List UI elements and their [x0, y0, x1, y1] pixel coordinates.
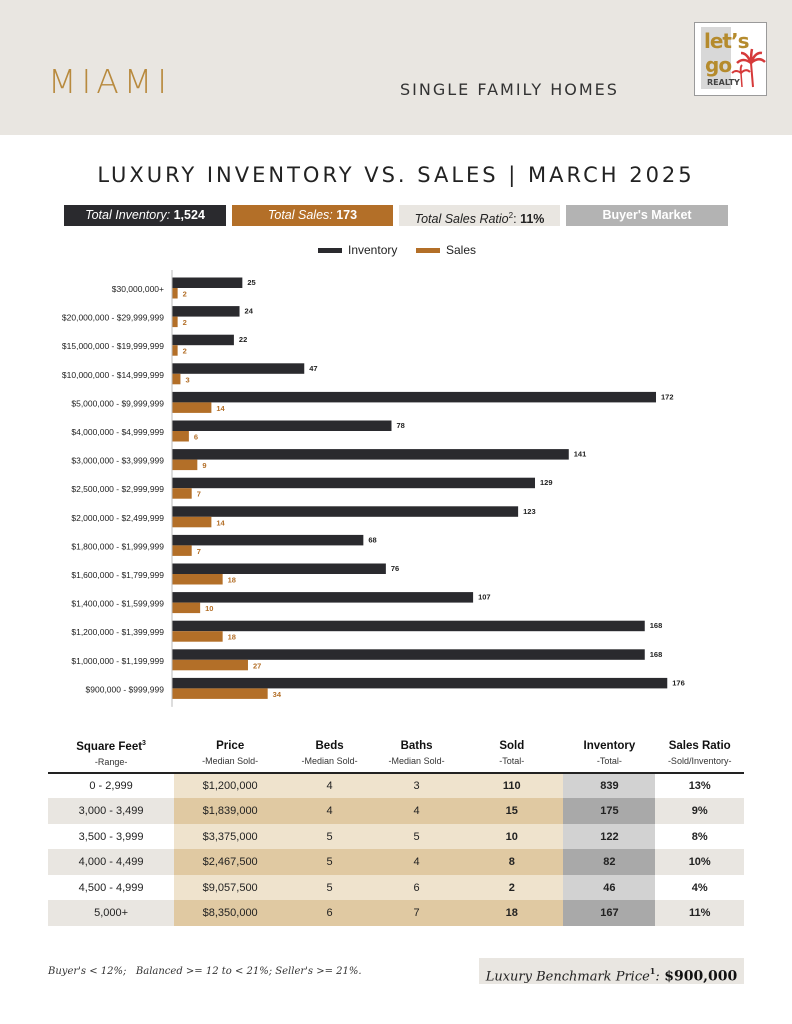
inventory-data-label: 107 [478, 592, 491, 602]
legend-inventory-swatch [318, 248, 342, 253]
baths-cell: 7 [373, 900, 460, 926]
inventory-bar [172, 535, 363, 546]
inventory-bar [172, 592, 473, 603]
sales-bar [172, 317, 178, 328]
inventory-cell: 122 [563, 824, 655, 850]
property-type-subtitle: SINGLE FAMILY HOMES [400, 80, 619, 99]
category-tick-label: $3,000,000 - $3,999,999 [71, 455, 164, 466]
ratio-colon: : [513, 212, 517, 227]
column-header [373, 738, 460, 773]
inventory-data-label: 168 [649, 649, 663, 659]
logo-text-go: go [705, 53, 732, 77]
sales-ratio-cell: 4% [655, 875, 744, 901]
price-cell: $2,467,500 [174, 849, 286, 875]
sales-data-label: 7 [196, 546, 201, 556]
total-sales-label: Total Sales: [267, 208, 333, 222]
sales-bar [172, 488, 192, 499]
baths-cell: 3 [373, 773, 460, 799]
table-header-row [48, 738, 744, 773]
sales-data-label: 2 [182, 289, 187, 299]
ratio-footnote-mark: 2 [508, 211, 514, 220]
category-tick-label: $2,000,000 - $2,499,999 [71, 512, 164, 523]
baths-cell: 5 [373, 824, 460, 850]
sales-data-label: 2 [182, 318, 187, 328]
total-sales-ratio-badge [399, 205, 560, 226]
inventory-bar [172, 506, 518, 517]
legend-sales [416, 243, 476, 257]
column-header [48, 738, 174, 773]
range-cell: 0 - 2,999 [48, 773, 174, 799]
benchmark-footnote-mark: 1 [649, 966, 656, 976]
column-header-footnote-mark: 3 [142, 740, 146, 747]
inventory-bar [172, 392, 656, 403]
column-header [460, 738, 563, 773]
category-tick-label: $30,000,000+ [111, 284, 164, 294]
inventory-bar [172, 621, 645, 632]
inventory-bar [172, 421, 391, 432]
sales-bar [172, 574, 223, 585]
category-tick-label: $4,000,000 - $4,999,999 [71, 427, 164, 437]
market-type-badge: Buyer's Market [566, 205, 728, 226]
size-breakdown-table [48, 738, 744, 926]
table-row [48, 773, 744, 799]
inventory-data-label: 172 [661, 392, 674, 402]
column-header-subtitle: -Median Sold- [202, 756, 259, 767]
sales-bar [172, 660, 248, 671]
sales-ratio-cell: 13% [655, 773, 744, 799]
sales-data-label: 14 [216, 403, 225, 413]
column-header-title: Inventory [583, 740, 636, 753]
table-row [48, 875, 744, 901]
category-tick-label: $20,000,000 - $29,999,999 [61, 312, 164, 323]
sold-cell: 8 [460, 849, 563, 875]
sales-ratio-cell: 11% [655, 900, 744, 926]
range-cell: 4,000 - 4,499 [48, 849, 174, 875]
inventory-cell: 167 [563, 900, 655, 926]
column-header-subtitle: -Total- [596, 756, 622, 767]
inventory-bar [172, 363, 304, 374]
inventory-data-label: 25 [247, 278, 256, 287]
table-row [48, 798, 744, 824]
column-header-subtitle: -Median Sold- [301, 756, 358, 767]
beds-cell: 4 [286, 798, 373, 824]
table-row [48, 849, 744, 875]
sales-data-label: 7 [196, 489, 201, 499]
column-header [174, 738, 286, 773]
inventory-bar [172, 449, 569, 460]
inventory-data-label: 78 [396, 421, 405, 430]
city-title: MIAMI [48, 62, 172, 101]
table-body [48, 773, 744, 926]
category-tick-label: $2,500,000 - $2,999,999 [71, 484, 164, 495]
sold-cell: 10 [460, 824, 563, 850]
inventory-bar [172, 649, 645, 660]
sales-bar [172, 345, 178, 356]
column-header-title: Baths [400, 740, 433, 753]
sales-bar [172, 603, 200, 614]
sales-bar [172, 517, 211, 528]
benchmark-colon: : [655, 969, 660, 985]
sold-cell: 18 [460, 900, 563, 926]
sales-data-label: 3 [185, 375, 190, 385]
price-cell: $8,350,000 [174, 900, 286, 926]
inventory-cell: 175 [563, 798, 655, 824]
column-header-title: Price [216, 740, 245, 753]
sales-ratio-cell: 10% [655, 849, 744, 875]
column-header [655, 738, 744, 773]
category-tick-label: $1,200,000 - $1,399,999 [71, 627, 164, 638]
sales-data-label: 6 [193, 432, 199, 442]
inventory-data-label: 76 [390, 564, 400, 573]
sold-cell: 15 [460, 798, 563, 824]
column-header-title: Sales Ratio [668, 740, 731, 753]
range-cell: 4,500 - 4,999 [48, 875, 174, 901]
table-header [48, 738, 744, 773]
inventory-data-label: 68 [368, 535, 377, 545]
inventory-data-label: 168 [649, 621, 663, 631]
inventory-vs-sales-bar-chart [0, 270, 792, 720]
beds-cell: 5 [286, 849, 373, 875]
legend-sales-label: Sales [446, 243, 477, 257]
sales-bar [172, 402, 211, 413]
logo-text-lets: let’s [704, 29, 749, 53]
legend-sales-swatch [416, 248, 440, 253]
column-header-subtitle: -Median Sold- [388, 756, 445, 767]
sales-bar [172, 374, 180, 385]
inventory-data-label: 24 [244, 306, 253, 316]
beds-cell: 5 [286, 824, 373, 850]
logo-text-realty: REALTY [707, 78, 740, 87]
table-row [48, 824, 744, 850]
column-header [286, 738, 373, 773]
sales-data-label: 9 [202, 461, 207, 471]
total-sales-ratio-value: 11% [520, 212, 545, 227]
total-inventory-badge [64, 205, 226, 226]
column-header-subtitle: -Sold/Inventory- [667, 756, 732, 767]
column-header-subtitle: -Range- [94, 756, 128, 767]
sales-bar [172, 288, 178, 299]
benchmark-price-box [479, 958, 744, 984]
inventory-data-label: 141 [573, 449, 587, 459]
total-sales-badge [232, 205, 393, 226]
price-cell: $1,200,000 [174, 773, 286, 799]
sales-bar [172, 431, 189, 442]
total-inventory-label: Total Inventory: [85, 208, 171, 222]
category-tick-label: $5,000,000 - $9,999,999 [71, 398, 164, 409]
beds-cell: 6 [286, 900, 373, 926]
sales-data-label: 14 [216, 518, 225, 528]
inventory-bar [172, 335, 234, 346]
column-header-subtitle: -Total- [499, 756, 525, 767]
sales-data-label: 10 [205, 604, 214, 614]
column-header-title: Beds [315, 740, 344, 753]
inventory-data-label: 176 [672, 678, 685, 688]
range-cell: 3,500 - 3,999 [48, 824, 174, 850]
inventory-data-label: 47 [309, 363, 318, 373]
table-row [48, 900, 744, 926]
sales-ratio-cell: 8% [655, 824, 744, 850]
inventory-bar [172, 306, 240, 317]
category-tick-label: $900,000 - $999,999 [85, 684, 164, 695]
beds-cell: 4 [286, 773, 373, 799]
benchmark-price-label: Luxury Benchmark Price [485, 969, 650, 985]
sales-bar [172, 545, 192, 556]
sales-data-label: 2 [182, 346, 187, 356]
sales-data-label: 27 [252, 661, 262, 671]
category-tick-label: $1,800,000 - $1,999,999 [71, 541, 164, 552]
sales-ratio-cell: 9% [655, 798, 744, 824]
price-cell: $3,375,000 [174, 824, 286, 850]
category-tick-label: $10,000,000 - $14,999,999 [61, 369, 164, 380]
category-tick-label: $1,600,000 - $1,799,999 [71, 570, 164, 580]
column-header-title: Sold [499, 740, 525, 753]
header-band [0, 0, 792, 135]
inventory-bar [172, 678, 667, 689]
inventory-data-label: 129 [540, 478, 553, 488]
company-logo [694, 22, 767, 96]
inventory-data-label: 123 [523, 506, 536, 516]
inventory-bar [172, 278, 242, 289]
sales-data-label: 18 [227, 575, 236, 585]
inventory-data-label: 22 [238, 335, 248, 345]
category-tick-label: $1,000,000 - $1,199,999 [71, 655, 164, 666]
sales-data-label: 34 [272, 689, 282, 699]
category-tick-label: $1,400,000 - $1,599,999 [71, 598, 164, 609]
price-cell: $1,839,000 [174, 798, 286, 824]
sales-bar [172, 460, 197, 471]
baths-cell: 6 [373, 875, 460, 901]
total-sales-ratio-label: Total Sales Ratio [414, 212, 509, 227]
inventory-bar [172, 478, 535, 489]
beds-cell: 5 [286, 875, 373, 901]
inventory-cell: 46 [563, 875, 655, 901]
range-cell: 5,000+ [48, 900, 174, 926]
sales-bar [172, 688, 268, 699]
sold-cell: 110 [460, 773, 563, 799]
sales-data-label: 18 [227, 632, 236, 642]
category-tick-label: $15,000,000 - $19,999,999 [61, 341, 164, 352]
range-cell: 3,000 - 3,499 [48, 798, 174, 824]
sales-bar [172, 631, 223, 642]
baths-cell: 4 [373, 849, 460, 875]
total-inventory-value: 1,524 [173, 208, 205, 222]
inventory-bar [172, 564, 386, 575]
total-sales-value: 173 [336, 208, 358, 222]
sold-cell: 2 [460, 875, 563, 901]
market-legend-note: Buyer's < 12%; Balanced >= 12 to < 21%; Seller's >= 21%. [48, 966, 362, 977]
inventory-cell: 839 [563, 773, 655, 799]
inventory-cell: 82 [563, 849, 655, 875]
chart-title: LUXURY INVENTORY VS. SALES | MARCH 2025 [97, 163, 695, 187]
column-header [563, 738, 655, 773]
legend-inventory [318, 243, 397, 257]
column-header-title: Square Feet [76, 740, 143, 753]
price-cell: $9,057,500 [174, 875, 286, 901]
benchmark-price-value: $900,000 [664, 968, 738, 985]
baths-cell: 4 [373, 798, 460, 824]
legend-inventory-label: Inventory [348, 243, 398, 257]
